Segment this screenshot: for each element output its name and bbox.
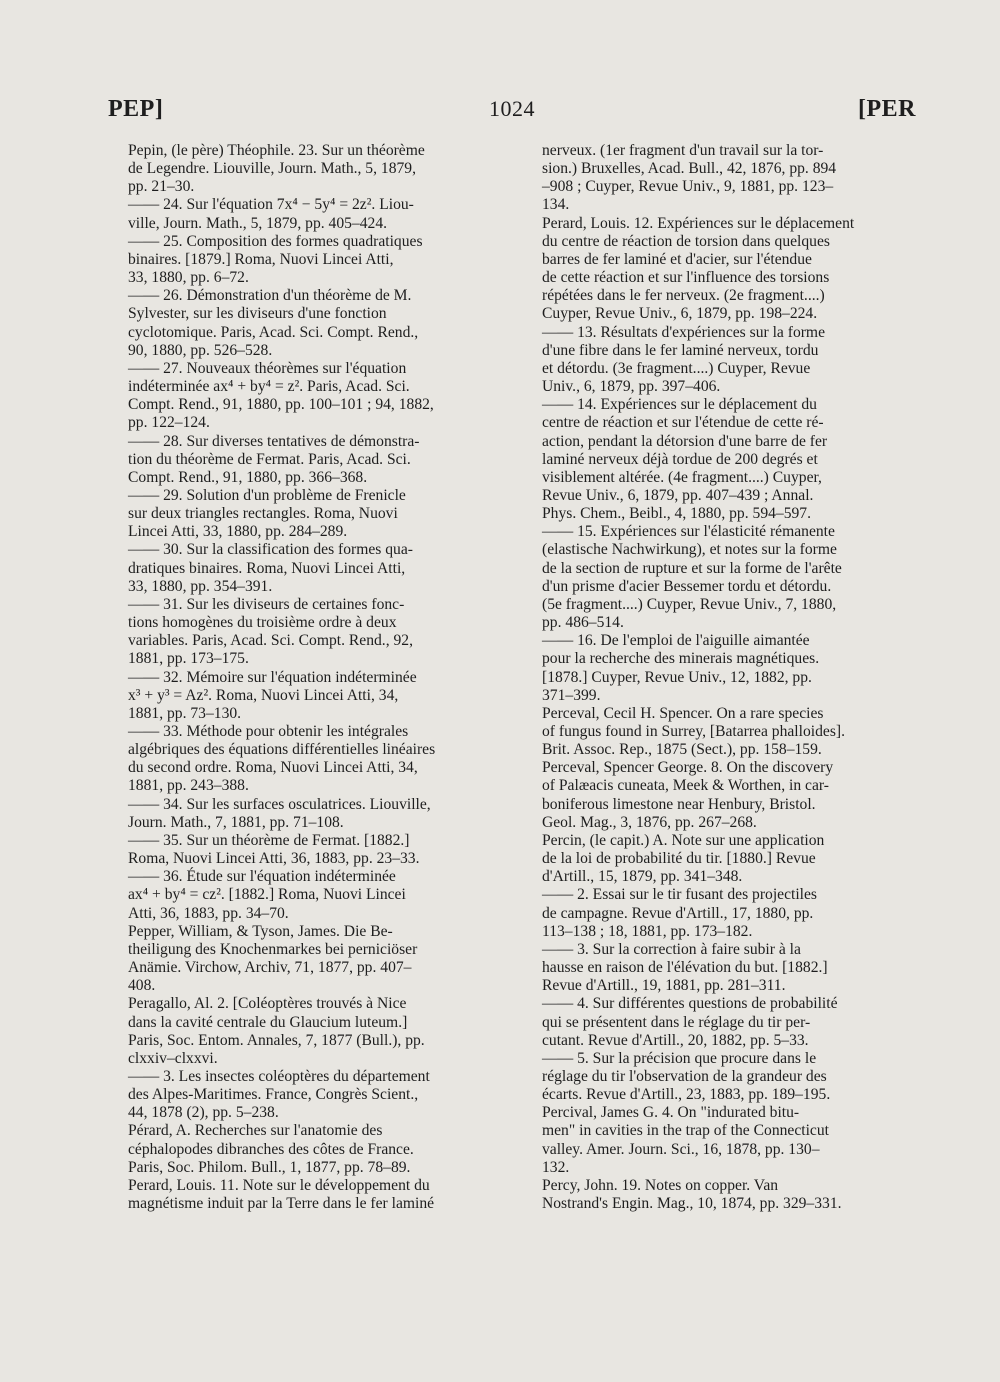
text-line: valley. Amer. Journ. Sci., 16, 1878, pp. 130– <box>542 1140 820 1158</box>
text-line: (5e fragment....) Cuyper, Revue Univ., 7, 1880, <box>542 595 837 613</box>
text-line: —— 5. Sur la précision que procure dans le <box>542 1049 817 1067</box>
text-line: céphalopodes dibranches des côtes de France. <box>128 1140 414 1158</box>
header-right: [PER <box>858 96 916 122</box>
text-line: des Alpes-Maritimes. France, Congrès Scient., <box>128 1086 419 1104</box>
text-line: Sylvester, sur les diviseurs d'une fonction <box>128 305 387 323</box>
text-line: Pepin, (le père) Théophile. 23. Sur un théorème <box>128 142 425 159</box>
text-line: Percival, James G. 4. On "indurated bitu- <box>542 1104 800 1122</box>
text-line: 408. <box>128 977 156 995</box>
text-line: 1881, pp. 73–130. <box>128 704 242 722</box>
text-line: —— 3. Les insectes coléoptères du département <box>128 1067 430 1085</box>
text-line: Perceval, Spencer George. 8. On the discovery <box>542 759 834 777</box>
text-line: —— 33. Méthode pour obtenir les intégrales <box>128 723 409 740</box>
text-line: 113–138 ; 18, 1881, pp. 173–182. <box>542 922 753 940</box>
text-line: —— 24. Sur l'équation 7x⁴ − 5y⁴ = 2z². Liou- <box>128 196 414 214</box>
text-line: 90, 1880, pp. 526–528. <box>128 341 273 359</box>
text-line: —— 31. Sur les diviseurs de certaines fonc- <box>128 595 405 613</box>
text-line: —— 4. Sur différentes questions de probabilité <box>542 995 838 1013</box>
text-line: d'une fibre dans le fer laminé nerveux, tordu <box>542 341 819 359</box>
text-line: Paris, Soc. Entom. Annales, 7, 1877 (Bull.), pp. <box>128 1031 425 1049</box>
text-line: of fungus found in Surrey, [Batarrea phalloides]. <box>542 723 845 740</box>
text-line: of Palæacis cuneata, Meek & Worthen, in car- <box>542 777 829 795</box>
text-line: de campagne. Revue d'Artill., 17, 1880, pp. <box>542 904 814 922</box>
text-line: visiblement altérée. (4e fragment....) Cuyper, <box>542 468 822 486</box>
text-line: —— 14. Expériences sur le déplacement du <box>542 396 817 414</box>
text-line: —— 15. Expériences sur l'élasticité rémanente <box>542 523 835 541</box>
text-line: Phys. Chem., Beibl., 4, 1880, pp. 594–597. <box>542 505 811 523</box>
text-line: qui se présentent dans le réglage du tir per- <box>542 1013 811 1031</box>
text-line: Geol. Mag., 3, 1876, pp. 267–268. <box>542 813 757 831</box>
left-column <box>128 142 503 1213</box>
text-line: —— 27. Nouveaux théorèmes sur l'équation <box>128 359 407 377</box>
text-line: —— 26. Démonstration d'un théorème de M. <box>128 287 412 305</box>
text-line: 134. <box>542 196 570 214</box>
text-line: —— 2. Essai sur le tir fusant des projectiles <box>542 886 817 904</box>
text-line: 33, 1880, pp. 6–72. <box>128 269 249 287</box>
text-line: sur deux triangles rectangles. Roma, Nuovi <box>128 505 398 523</box>
header-left: PEP] <box>108 96 164 122</box>
text-line: 33, 1880, pp. 354–391. <box>128 577 273 595</box>
text-line: theiligung des Knochenmarkes bei perniciöser <box>128 940 418 958</box>
text-line: —— 34. Sur les surfaces osculatrices. Liouville, <box>128 795 431 813</box>
text-line: [1878.] Cuyper, Revue Univ., 12, 1882, pp. <box>542 668 812 686</box>
text-line: indéterminée ax⁴ + by⁴ = z². Paris, Acad. Sci. <box>128 378 410 396</box>
text-line: Atti, 36, 1883, pp. 34–70. <box>128 904 289 922</box>
text-line: Peragallo, Al. 2. [Coléoptères trouvés à Nice <box>128 995 407 1013</box>
text-line: écarts. Revue d'Artill., 23, 1883, pp. 189–195. <box>542 1086 831 1104</box>
text-line: x³ + y³ = Az². Roma, Nuovi Lincei Atti, 34, <box>128 686 399 704</box>
text-line: de la loi de probabilité du tir. [1880.] Revue <box>542 850 816 868</box>
text-line: laminé nerveux déjà tordue de 200 degrés et <box>542 450 818 468</box>
text-line: pp. 486–514. <box>542 614 624 632</box>
text-line: Perceval, Cecil H. Spencer. On a rare species <box>542 704 824 722</box>
text-line: tion du théorème de Fermat. Paris, Acad. Sci. <box>128 450 411 468</box>
text-line: pour la recherche des minerais magnétiques. <box>542 650 820 668</box>
text-line: Percy, John. 19. Notes on copper. Van <box>542 1176 779 1194</box>
text-line: cyclotomique. Paris, Acad. Sci. Compt. Rend., <box>128 323 419 341</box>
text-line: Brit. Assoc. Rep., 1875 (Sect.), pp. 158–159. <box>542 741 822 759</box>
text-line: —— 35. Sur un théorème de Fermat. [1882.] <box>128 831 410 849</box>
text-line: dans la cavité centrale du Glaucium luteum.] <box>128 1013 408 1031</box>
text-line: men" in cavities in the trap of the Connecticut <box>542 1122 829 1140</box>
text-line: hausse en raison de l'élévation du but. [1882.] <box>542 959 828 977</box>
text-line: —— 36. Étude sur l'équation indéterminée <box>128 868 396 886</box>
text-line: de la section de rupture et sur la forme de l'arête <box>542 559 842 577</box>
text-line: –908 ; Cuyper, Revue Univ., 9, 1881, pp. 123– <box>542 178 834 196</box>
text-line: Univ., 6, 1879, pp. 397–406. <box>542 378 721 396</box>
text-line: —— 28. Sur diverses tentatives de démonstra- <box>128 432 420 450</box>
text-line: clxxiv–clxxvi. <box>128 1049 218 1067</box>
text-line: de Legendre. Liouville, Journ. Math., 5, 1879, <box>128 160 416 178</box>
text-line: ax⁴ + by⁴ = cz². [1882.] Roma, Nuovi Lincei <box>128 886 406 904</box>
text-line: —— 3. Sur la correction à faire subir à la <box>542 940 801 958</box>
text-line: Pérard, A. Recherches sur l'anatomie des <box>128 1122 383 1140</box>
right-column <box>542 142 917 1213</box>
text-line: Paris, Soc. Philom. Bull., 1, 1877, pp. 78–89. <box>128 1158 411 1176</box>
text-line: tions homogènes du troisième ordre à deux <box>128 614 397 632</box>
text-line: —— 13. Résultats d'expériences sur la forme <box>542 323 825 341</box>
text-line: Revue Univ., 6, 1879, pp. 407–439 ; Annal. <box>542 486 814 504</box>
text-line: algébriques des équations différentielles linéaires <box>128 741 436 759</box>
text-line: et détordu. (3e fragment....) Cuyper, Revue <box>542 359 811 377</box>
text-line: centre de réaction et sur l'étendue de cette ré- <box>542 414 824 432</box>
text-line: variables. Paris, Acad. Sci. Compt. Rend., 92, <box>128 632 413 650</box>
text-line: binaires. [1879.] Roma, Nuovi Lincei Atti, <box>128 250 394 268</box>
text-line: (elastische Nachwirkung), et notes sur la forme <box>542 541 837 559</box>
text-line: —— 25. Composition des formes quadratiques <box>128 232 423 250</box>
text-line: d'un prisme d'acier Bessemer tordu et détordu. <box>542 577 832 595</box>
text-line: nerveux. (1er fragment d'un travail sur la tor- <box>542 142 824 159</box>
text-line: action, pendant la détorsion d'une barre de fer <box>542 432 828 450</box>
text-line: magnétisme induit par la Terre dans le fer laminé <box>128 1195 435 1213</box>
text-line: boniferous limestone near Henbury, Bristol. <box>542 795 816 813</box>
text-line: —— 32. Mémoire sur l'équation indéterminée <box>128 668 417 686</box>
text-line: pp. 21–30. <box>128 178 195 196</box>
text-line: Revue d'Artill., 19, 1881, pp. 281–311. <box>542 977 786 995</box>
text-line: 1881, pp. 243–388. <box>128 777 249 795</box>
text-line: pp. 122–124. <box>128 414 210 432</box>
text-line: Journ. Math., 7, 1881, pp. 71–108. <box>128 813 344 831</box>
text-line: dratiques binaires. Roma, Nuovi Lincei Atti, <box>128 559 406 577</box>
text-line: —— 30. Sur la classification des formes qua- <box>128 541 413 559</box>
text-line: barres de fer laminé et d'acier, sur l'étendue <box>542 250 812 268</box>
text-line: Anämie. Virchow, Archiv, 71, 1877, pp. 407– <box>128 959 412 977</box>
text-line: sion.) Bruxelles, Acad. Bull., 42, 1876, pp. 894 <box>542 160 837 178</box>
text-line: 44, 1878 (2), pp. 5–238. <box>128 1104 279 1122</box>
text-line: Lincei Atti, 33, 1880, pp. 284–289. <box>128 523 348 541</box>
text-line: Perard, Louis. 12. Expériences sur le déplacement <box>542 214 855 232</box>
text-line: Compt. Rend., 91, 1880, pp. 100–101 ; 94, 1882, <box>128 396 434 414</box>
running-header <box>108 96 916 130</box>
text-line: 132. <box>542 1158 570 1176</box>
text-line: 1881, pp. 173–175. <box>128 650 249 668</box>
text-line: Pepper, William, & Tyson, James. Die Be- <box>128 922 393 940</box>
text-line: Perard, Louis. 11. Note sur le développement du <box>128 1176 430 1194</box>
text-line: ville, Journ. Math., 5, 1879, pp. 405–424. <box>128 214 388 232</box>
text-line: du centre de réaction de torsion dans quelques <box>542 232 830 250</box>
text-line: réglage du tir l'observation de la grandeur des <box>542 1067 827 1085</box>
text-line: répétées dans le fer nerveux. (2e fragment....) <box>542 287 825 305</box>
text-line: Cuyper, Revue Univ., 6, 1879, pp. 198–224. <box>542 305 818 323</box>
text-line: d'Artill., 15, 1879, pp. 341–348. <box>542 868 743 886</box>
text-line: —— 16. De l'emploi de l'aiguille aimantée <box>542 632 810 650</box>
text-line: Compt. Rend., 91, 1880, pp. 366–368. <box>128 468 368 486</box>
text-line: Nostrand's Engin. Mag., 10, 1874, pp. 329–331. <box>542 1195 842 1213</box>
text-line: —— 29. Solution d'un problème de Frenicle <box>128 486 406 504</box>
text-line: 371–399. <box>542 686 601 704</box>
text-line: Roma, Nuovi Lincei Atti, 36, 1883, pp. 23–33. <box>128 850 420 868</box>
text-line: Percin, (le capit.) A. Note sur une application <box>542 831 825 849</box>
text-line: du second ordre. Roma, Nuovi Lincei Atti, 34, <box>128 759 418 777</box>
page-number: 1024 <box>489 96 535 121</box>
text-line: de cette réaction et sur l'influence des torsions <box>542 269 830 287</box>
text-line: cutant. Revue d'Artill., 20, 1882, pp. 5–33. <box>542 1031 809 1049</box>
